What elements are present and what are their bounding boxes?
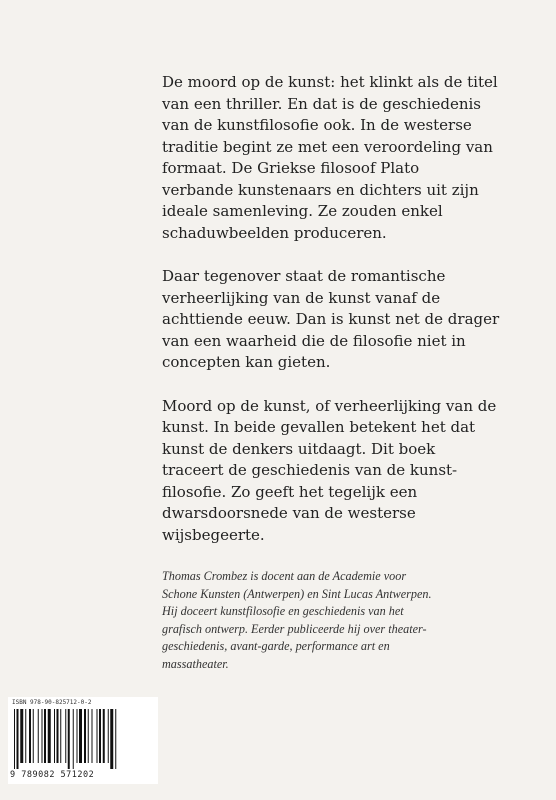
isbn-label: ISBN 978-90-825712-0-2: [12, 699, 92, 706]
barcode-bar: [88, 709, 89, 763]
paragraph-2: [162, 266, 532, 374]
barcode-bar: [57, 709, 59, 763]
barcode-bar: [115, 709, 116, 769]
barcode-bar: [99, 709, 101, 763]
barcode-bar: [25, 709, 26, 763]
barcode-bar: [60, 709, 61, 763]
text-line: formaat. De Griekse filosoof Plato: [162, 159, 420, 177]
barcode-bar: [73, 709, 74, 769]
text-line: achttiende eeuw. Dan is kunst net de drager: [162, 310, 500, 328]
barcode-bar: [92, 709, 93, 763]
barcode-bar: [84, 709, 86, 763]
barcode-bar: [108, 709, 109, 763]
barcode-bar: [20, 709, 23, 763]
bio-line: Thomas Crombez is docent aan de Academie voor: [162, 569, 407, 583]
barcode-bar: [103, 709, 105, 763]
barcode-bar: [54, 709, 55, 763]
text-line: De moord op de kunst: het klinkt als de titel: [162, 73, 498, 91]
text-line: dwarsdoorsnede van de westerse: [162, 504, 416, 522]
bio-line: Hij doceert kunstfilosofie en geschiedenis van het: [162, 604, 404, 619]
text-line: Moord op de kunst, of verheerlijking van de: [162, 396, 497, 415]
text-line: concepten kan gieten.: [162, 353, 331, 371]
author-bio: [162, 568, 532, 674]
text-line: kunst de denkers uitdaagt. Dit boek: [162, 439, 436, 458]
back-cover-text: [162, 72, 532, 674]
text-line: van een thriller. En dat is de geschiedenis: [162, 94, 481, 113]
text-line: schaduwbeelden produceren.: [162, 223, 387, 242]
bio-line: massatheater.: [162, 656, 229, 671]
barcode-bar: [29, 709, 31, 763]
text-line: verbande kunstenaars en dichters uit zijn: [162, 180, 479, 199]
text-line: kunst. In beide gevallen betekent het dat: [162, 418, 476, 436]
barcode-bar: [77, 709, 78, 763]
text-line: filosofie. Zo geeft het tegelijk een: [162, 482, 418, 501]
barcode-bar: [79, 709, 82, 763]
text-line: ideale samenleving. Ze zouden enkel: [162, 202, 443, 220]
barcode-bar: [65, 709, 66, 763]
text-line: van een waarheid die de filosofie niet in: [162, 331, 466, 350]
text-line: wijsbegeerte.: [162, 525, 265, 544]
barcode-bar: [17, 709, 19, 769]
barcode-bar: [42, 709, 43, 763]
barcode-bar: [110, 709, 113, 769]
bio-line: geschiedenis, avant-garde, performance art en: [162, 639, 390, 654]
bio-line: Schone Kunsten (Antwerpen) en Sint Lucas Antwerpen.: [162, 586, 432, 601]
barcode-bars: [12, 709, 152, 769]
barcode-bar: [48, 709, 51, 763]
barcode-bar: [97, 709, 98, 763]
barcode-bar: [44, 709, 46, 763]
paragraph-3: [162, 396, 532, 547]
barcode-bar: [33, 709, 34, 763]
barcode-bar: [14, 709, 15, 769]
text-line: verheerlijking van de kunst vanaf de: [162, 288, 441, 307]
barcode-bar: [68, 709, 70, 769]
isbn-barcode: [8, 697, 158, 784]
text-line: traditie begint ze met een veroordeling van: [162, 137, 493, 156]
text-line: Daar tegenover staat de romantische: [162, 267, 446, 285]
barcode-bar: [38, 709, 39, 763]
bio-line: grafisch ontwerp. Eerder publiceerde hij over theater-: [162, 621, 427, 636]
paragraph-1: [162, 72, 532, 244]
text-line: traceert de geschiedenis van de kunst-: [162, 461, 458, 479]
text-line: van de kunstfilosofie ook. In de westerse: [162, 116, 472, 134]
barcode-digits: 9 789082 571202: [10, 770, 95, 780]
